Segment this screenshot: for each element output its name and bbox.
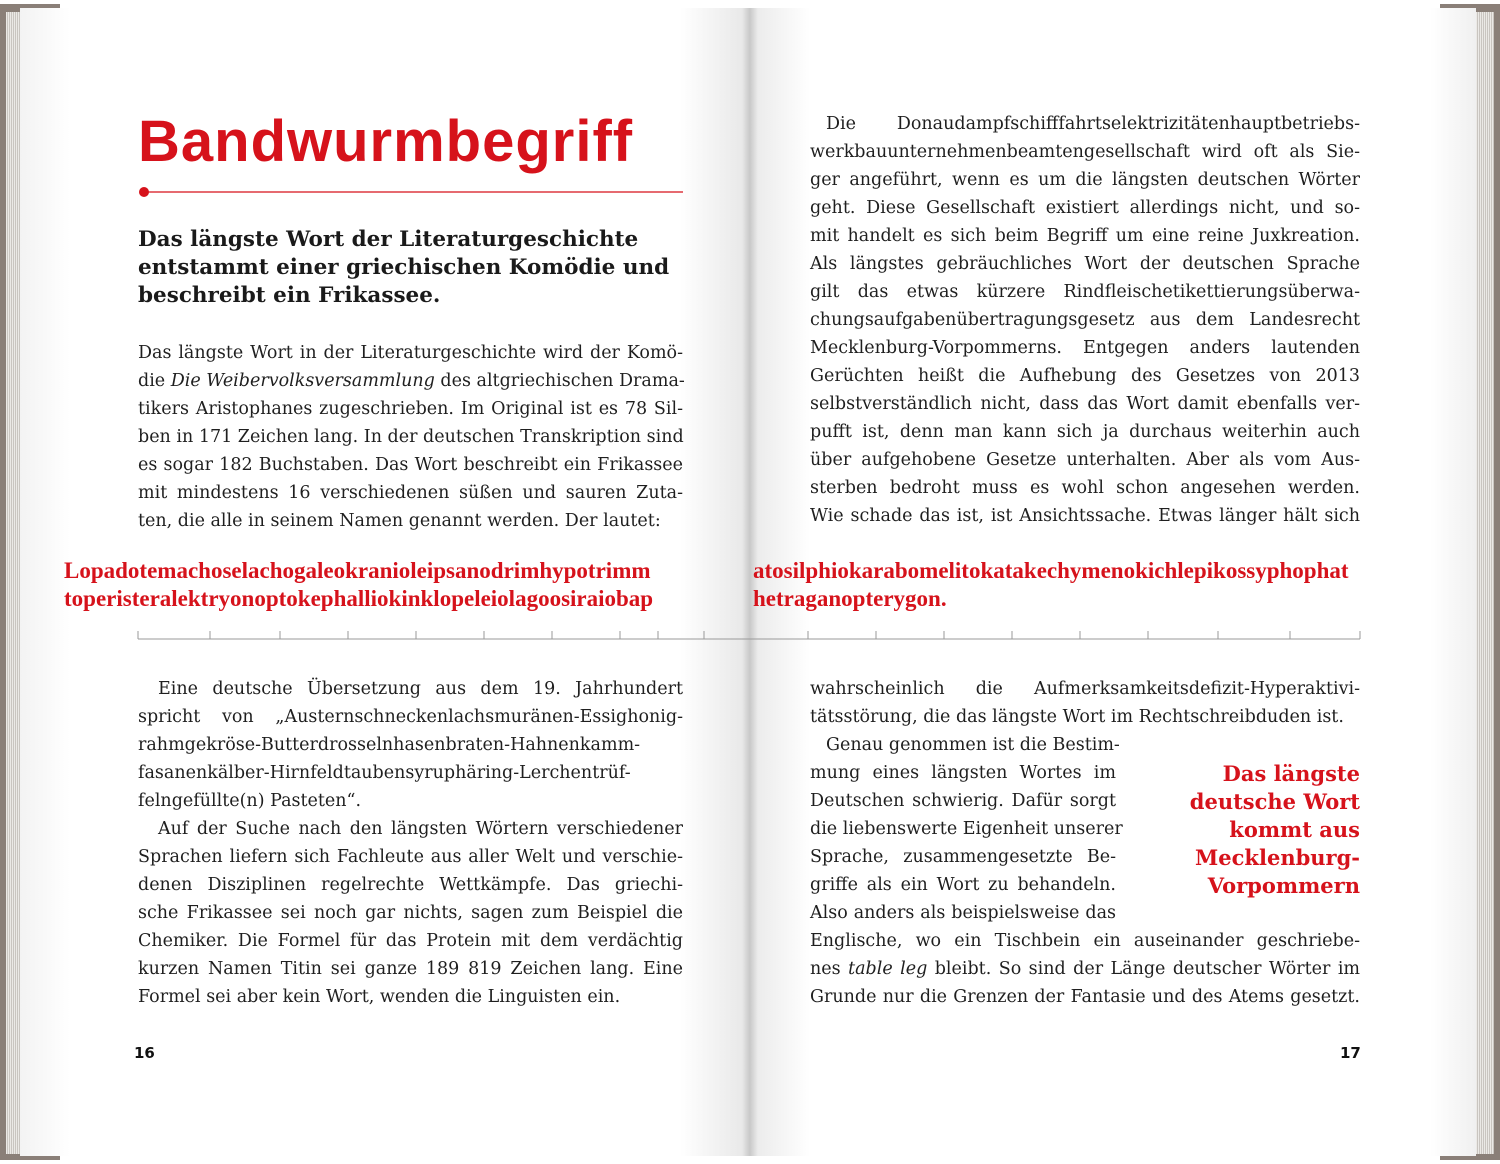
text-line: Also anders als beispielsweise das xyxy=(810,903,1116,923)
text-line: Genau genommen ist die Bestim- xyxy=(826,735,1120,755)
text-line: ten, die alle in seinem Namen genannt werden. Der lautet: xyxy=(138,511,661,531)
title-underline xyxy=(138,186,708,198)
pull-quote-line: Das längste xyxy=(1222,761,1360,786)
long-word-line-right: hetraganopterygon. xyxy=(753,586,947,611)
text-line: mung eines längsten Wortes im xyxy=(810,763,1116,783)
text-line: Gerüchten heißt die Aufhebung des Gesetzes von 2013 xyxy=(810,366,1360,386)
text-line: es sogar 182 Buchstaben. Das Wort beschreibt ein Frikassee xyxy=(138,455,683,475)
text-line: Wie schade das ist, ist Ansichtssache. Etwas länger hält sich xyxy=(810,506,1360,526)
text-line: tikers Aristophanes zugeschrieben. Im Original ist es 78 Sil- xyxy=(138,399,683,419)
text-line: Deutschen schwierig. Dafür sorgt xyxy=(810,791,1116,811)
text-line: Mecklenburg-Vorpommerns. Entgegen anders lautenden xyxy=(810,338,1360,358)
text-line: Sprachen liefern sich Fachleute aus aller Welt und verschie- xyxy=(138,847,683,867)
text-line: denen Disziplinen regelrechte Wettkämpfe. Das griechi- xyxy=(138,875,683,895)
long-word-line-right: atosilphiokarabomelitokatakechymenokichlepikossyphophat xyxy=(753,558,1349,583)
text-line: werkbauunternehmenbeamtengesellschaft wird oft als Sie- xyxy=(810,142,1360,162)
text-line: sche Frikassee sei noch gar nichts, sagen zum Beispiel die xyxy=(138,903,683,923)
text-line: Die Donaudampfschifffahrtselektrizitätenhauptbetriebs- xyxy=(826,114,1360,134)
text-line: Sprache, zusammengesetzte Be- xyxy=(810,847,1116,867)
pull-quote-line: deutsche Wort xyxy=(1189,789,1360,814)
text-line: felngefüllte(n) Pasteten“. xyxy=(138,791,362,811)
text-line: griffe als ein Wort zu behandeln. xyxy=(810,875,1116,895)
pull-quote xyxy=(1190,760,1360,900)
text-line: tätsstörung, die das längste Wort im Rechtschreibduden ist. xyxy=(810,707,1344,727)
italic-title: Die Weibervolksversammlung xyxy=(170,371,435,391)
text-line: über aufgehobene Gesetze unterhalten. Aber als vom Aus- xyxy=(810,450,1360,470)
text-line: fasanenkälber-Hirnfeldtaubensyruphäring-Lerchentrüf- xyxy=(138,763,631,783)
text-line: geht. Diese Gesellschaft existiert allerdings nicht, und so- xyxy=(810,198,1360,218)
text-line: selbstverständlich nicht, dass das Wort damit ebenfalls ver- xyxy=(810,394,1360,414)
text-line: wahrscheinlich die Aufmerksamkeitsdefizit-Hyperaktivi- xyxy=(810,679,1360,699)
pull-quote-line: Mecklenburg- xyxy=(1195,845,1360,870)
text-line: die liebenswerte Eigenheit unserer xyxy=(810,819,1123,839)
lead-paragraph xyxy=(138,226,698,310)
text-line: Eine deutsche Übersetzung aus dem 19. Jahrhundert xyxy=(158,679,683,699)
page-number-left: 16 xyxy=(134,1044,155,1062)
text-line: sterben bedroht muss es wohl schon angesehen werden. xyxy=(810,478,1360,498)
lead-line: Das längste Wort der Literaturgeschichte xyxy=(138,227,639,252)
text-line: Auf der Suche nach den längsten Wörtern verschiedener xyxy=(158,819,683,839)
text-line: gilt das etwas kürzere Rindfleischetikettierungsüberwa- xyxy=(810,282,1360,302)
chapter-title: Bandwurmbegriff xyxy=(138,109,634,174)
text-line: Das längste Wort in der Literaturgeschichte wird der Komö- xyxy=(138,343,683,363)
italic-title: table leg xyxy=(848,959,928,979)
text-line: Englische, wo ein Tischbein ein auseinander geschriebe- xyxy=(810,931,1360,951)
text-line: Als längstes gebräuchliches Wort der deutschen Sprache xyxy=(810,254,1360,274)
text-line: ger angeführt, wenn es um die längsten deutschen Wörter xyxy=(810,170,1360,190)
text-line: kurzen Namen Titin sei ganze 189 819 Zeichen lang. Eine xyxy=(138,959,683,979)
text-line: chungsaufgabenübertragungsgesetz aus dem Landesrecht xyxy=(810,310,1360,330)
text-line: Grunde nur die Grenzen der Fantasie und des Atems gesetzt. xyxy=(810,987,1360,1007)
scale-ruler xyxy=(0,625,1500,649)
text-line: rahmgekröse-Butterdrosselnhasenbraten-Hahnenkamm- xyxy=(138,735,641,755)
text-line: nes table leg bleibt. So sind der Länge deutscher Wörter im xyxy=(810,959,1361,979)
long-word-line-left: Lopadotemachoselachogaleokranioleipsanodrimhypotrimm xyxy=(64,558,651,583)
lead-line: entstammt einer griechischen Komödie und xyxy=(138,255,670,280)
text-line: die Die Weibervolksversammlung des altgriechischen Drama- xyxy=(138,371,685,391)
pull-quote-line: kommt aus xyxy=(1229,817,1360,842)
text-line: mit mindestens 16 verschiedenen süßen und sauren Zuta- xyxy=(138,483,683,503)
text-line: Chemiker. Die Formel für das Protein mit dem verdächtig xyxy=(138,931,683,951)
text-line: Formel sei aber kein Wort, wenden die Linguisten ein. xyxy=(138,987,621,1007)
text-line: pufft ist, denn man kann sich ja durchaus weiterhin auch xyxy=(810,422,1360,442)
text-line: spricht von „Austernschneckenlachsmuränen-Essighonig- xyxy=(138,707,683,727)
page-number-right: 17 xyxy=(1340,1044,1361,1062)
pull-quote-line: Vorpommern xyxy=(1207,873,1360,898)
text-line: ben in 171 Zeichen lang. In der deutschen Transkription sind xyxy=(138,427,684,447)
text-line: mit handelt es sich beim Begriff um eine reine Juxkreation. xyxy=(810,226,1360,246)
lead-line: beschreibt ein Frikassee. xyxy=(138,283,441,308)
long-word-line-left: toperisteralektryonoptokephalliokinklopeleiolagoosiraiobap xyxy=(64,586,654,611)
